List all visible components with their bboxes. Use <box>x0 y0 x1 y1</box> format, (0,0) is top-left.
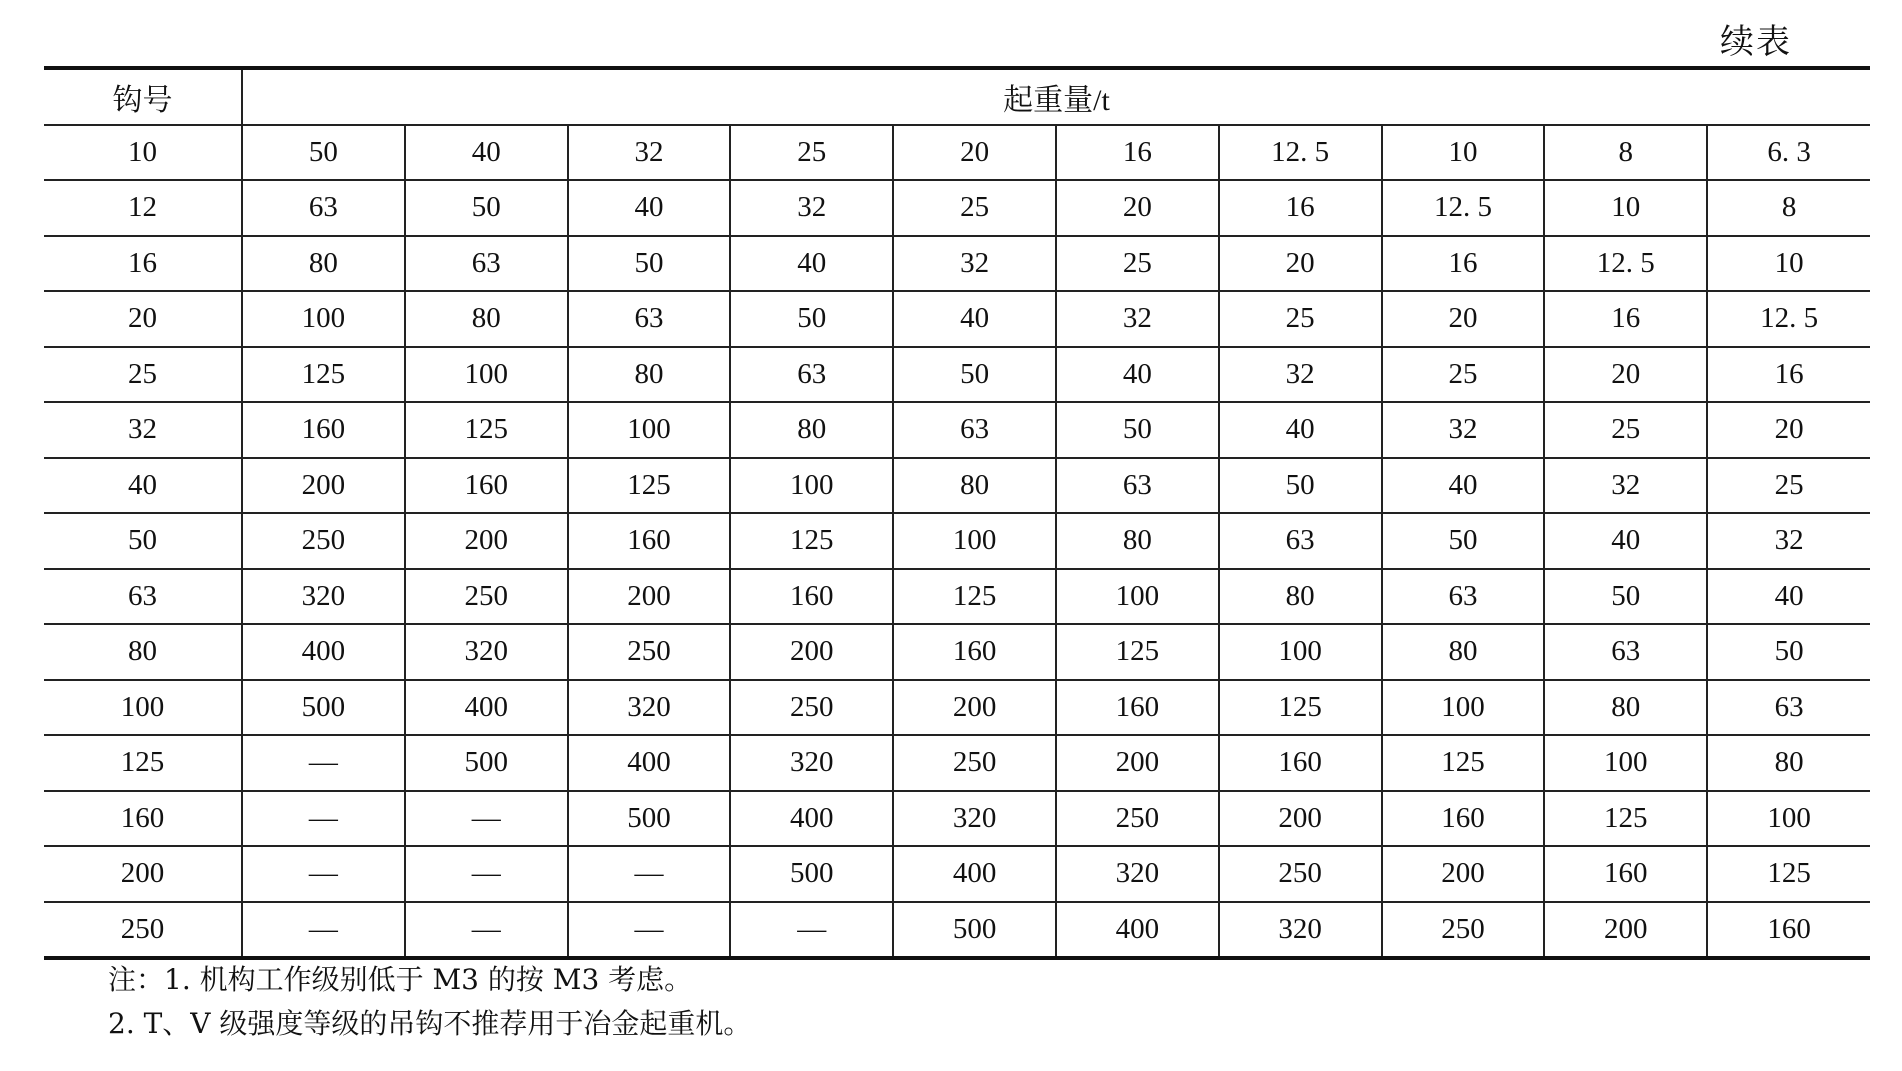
capacity-cell: 100 <box>1707 791 1870 847</box>
capacity-cell: 25 <box>1056 236 1219 292</box>
capacity-cell: 125 <box>730 513 893 569</box>
capacity-cell: 100 <box>1544 735 1707 791</box>
capacity-cell: 40 <box>1382 458 1545 514</box>
capacity-cell: 250 <box>893 735 1056 791</box>
capacity-cell: 63 <box>242 180 405 236</box>
hook-number-cell: 25 <box>44 347 242 403</box>
capacity-cell: 40 <box>1707 569 1870 625</box>
capacity-cell: 80 <box>1219 569 1382 625</box>
capacity-cell: 50 <box>1382 513 1545 569</box>
table-row <box>44 236 1870 292</box>
capacity-cell: 63 <box>1056 458 1219 514</box>
capacity-cell: 40 <box>730 236 893 292</box>
capacity-cell: 32 <box>1219 347 1382 403</box>
capacity-cell: 100 <box>893 513 1056 569</box>
capacity-cell: 25 <box>1707 458 1870 514</box>
capacity-cell: 63 <box>1544 624 1707 680</box>
capacity-cell: 32 <box>568 125 731 181</box>
capacity-cell: 200 <box>1219 791 1382 847</box>
hook-number-cell: 32 <box>44 402 242 458</box>
table-row <box>44 846 1870 902</box>
capacity-cell: — <box>568 902 731 959</box>
capacity-cell: 16 <box>1219 180 1382 236</box>
capacity-cell: 500 <box>893 902 1056 959</box>
table-header-row <box>44 68 1870 125</box>
capacity-cell: 125 <box>1707 846 1870 902</box>
capacity-cell: 100 <box>242 291 405 347</box>
capacity-cell: 500 <box>405 735 568 791</box>
capacity-cell: 50 <box>405 180 568 236</box>
capacity-cell: 250 <box>405 569 568 625</box>
capacity-cell: 160 <box>568 513 731 569</box>
table-row <box>44 680 1870 736</box>
capacity-cell: 80 <box>242 236 405 292</box>
capacity-cell: 500 <box>568 791 731 847</box>
hook-number-cell: 63 <box>44 569 242 625</box>
capacity-cell: 80 <box>1056 513 1219 569</box>
capacity-cell: 200 <box>893 680 1056 736</box>
capacity-cell: 160 <box>1219 735 1382 791</box>
capacity-cell: 12. 5 <box>1382 180 1545 236</box>
capacity-cell: 400 <box>893 846 1056 902</box>
hook-capacity-table <box>44 66 1870 960</box>
capacity-cell: 63 <box>1219 513 1382 569</box>
capacity-cell: 25 <box>1219 291 1382 347</box>
capacity-cell: 160 <box>730 569 893 625</box>
capacity-cell: 320 <box>893 791 1056 847</box>
capacity-cell: 200 <box>242 458 405 514</box>
capacity-cell: — <box>405 902 568 959</box>
capacity-cell: 10 <box>1544 180 1707 236</box>
note-line-2: 2. T、V 级强度等级的吊钩不推荐用于冶金起重机。 <box>108 1007 752 1040</box>
hook-number-cell: 20 <box>44 291 242 347</box>
table-row <box>44 735 1870 791</box>
capacity-cell: 40 <box>1219 402 1382 458</box>
capacity-cell: 50 <box>1219 458 1382 514</box>
capacity-cell: 63 <box>1707 680 1870 736</box>
capacity-cell: 400 <box>242 624 405 680</box>
capacity-cell: 200 <box>405 513 568 569</box>
capacity-cell: 320 <box>730 735 893 791</box>
hook-number-cell: 250 <box>44 902 242 959</box>
capacity-cell: 320 <box>568 680 731 736</box>
capacity-cell: — <box>242 735 405 791</box>
capacity-cell: 200 <box>1382 846 1545 902</box>
hook-number-cell: 200 <box>44 846 242 902</box>
capacity-cell: 200 <box>568 569 731 625</box>
hook-number-cell: 16 <box>44 236 242 292</box>
capacity-cell: 16 <box>1056 125 1219 181</box>
hook-number-cell: 40 <box>44 458 242 514</box>
hook-number-cell: 160 <box>44 791 242 847</box>
capacity-cell: 500 <box>730 846 893 902</box>
capacity-cell: 20 <box>893 125 1056 181</box>
capacity-cell: 20 <box>1707 402 1870 458</box>
capacity-cell: 80 <box>405 291 568 347</box>
table-row <box>44 458 1870 514</box>
capacity-cell: 250 <box>1056 791 1219 847</box>
capacity-cell: 250 <box>730 680 893 736</box>
capacity-cell: 100 <box>1219 624 1382 680</box>
capacity-cell: 320 <box>405 624 568 680</box>
capacity-cell: 25 <box>1544 402 1707 458</box>
capacity-cell: 160 <box>405 458 568 514</box>
capacity-cell: 12. 5 <box>1219 125 1382 181</box>
capacity-cell: 50 <box>1707 624 1870 680</box>
capacity-cell: 6. 3 <box>1707 125 1870 181</box>
capacity-cell: 80 <box>893 458 1056 514</box>
capacity-cell: 125 <box>242 347 405 403</box>
capacity-cell: 250 <box>1219 846 1382 902</box>
capacity-cell: 25 <box>730 125 893 181</box>
table-row <box>44 291 1870 347</box>
capacity-cell: 50 <box>730 291 893 347</box>
capacity-cell: 100 <box>1382 680 1545 736</box>
table-row <box>44 902 1870 959</box>
table-row <box>44 513 1870 569</box>
capacity-cell: 80 <box>730 402 893 458</box>
table-row <box>44 125 1870 181</box>
capacity-cell: 320 <box>1056 846 1219 902</box>
capacity-cell: — <box>730 902 893 959</box>
capacity-cell: 50 <box>1544 569 1707 625</box>
capacity-cell: 125 <box>1219 680 1382 736</box>
header-lifting-capacity: 起重量/t <box>242 68 1870 125</box>
capacity-cell: 20 <box>1544 347 1707 403</box>
capacity-cell: 32 <box>1544 458 1707 514</box>
capacity-cell: 63 <box>405 236 568 292</box>
capacity-cell: 250 <box>568 624 731 680</box>
capacity-cell: 500 <box>242 680 405 736</box>
capacity-cell: 100 <box>568 402 731 458</box>
capacity-cell: 100 <box>1056 569 1219 625</box>
capacity-cell: 25 <box>1382 347 1545 403</box>
capacity-cell: 125 <box>1382 735 1545 791</box>
hook-number-cell: 10 <box>44 125 242 181</box>
capacity-cell: 100 <box>730 458 893 514</box>
capacity-cell: 32 <box>1382 402 1545 458</box>
capacity-cell: 400 <box>730 791 893 847</box>
capacity-cell: — <box>242 846 405 902</box>
capacity-cell: 125 <box>893 569 1056 625</box>
capacity-cell: 40 <box>568 180 731 236</box>
table-row <box>44 569 1870 625</box>
header-hook-number: 钩号 <box>112 83 173 117</box>
capacity-cell: 20 <box>1219 236 1382 292</box>
capacity-cell: 32 <box>1056 291 1219 347</box>
capacity-cell: 16 <box>1544 291 1707 347</box>
capacity-cell: 50 <box>893 347 1056 403</box>
capacity-cell: — <box>242 791 405 847</box>
capacity-cell: 10 <box>1382 125 1545 181</box>
table-notes <box>108 958 751 1046</box>
capacity-cell: 80 <box>1382 624 1545 680</box>
table-row <box>44 180 1870 236</box>
capacity-cell: 8 <box>1707 180 1870 236</box>
capacity-cell: — <box>405 791 568 847</box>
hook-number-cell: 80 <box>44 624 242 680</box>
capacity-cell: 100 <box>405 347 568 403</box>
capacity-cell: 20 <box>1382 291 1545 347</box>
capacity-cell: 200 <box>1056 735 1219 791</box>
capacity-cell: 12. 5 <box>1707 291 1870 347</box>
capacity-cell: 400 <box>405 680 568 736</box>
capacity-cell: 80 <box>568 347 731 403</box>
note-line-1: 注：1. 机构工作级别低于 M3 的按 M3 考虑。 <box>108 963 693 996</box>
hook-number-cell: 12 <box>44 180 242 236</box>
capacity-cell: 160 <box>893 624 1056 680</box>
capacity-cell: 125 <box>1056 624 1219 680</box>
capacity-cell: 50 <box>568 236 731 292</box>
capacity-cell: 32 <box>893 236 1056 292</box>
capacity-cell: — <box>405 846 568 902</box>
capacity-cell: 250 <box>1382 902 1545 959</box>
table-row <box>44 347 1870 403</box>
capacity-cell: 250 <box>242 513 405 569</box>
capacity-cell: 8 <box>1544 125 1707 181</box>
capacity-cell: 400 <box>1056 902 1219 959</box>
table-row <box>44 402 1870 458</box>
capacity-cell: 160 <box>1056 680 1219 736</box>
capacity-cell: 63 <box>730 347 893 403</box>
capacity-cell: 10 <box>1707 236 1870 292</box>
capacity-cell: 160 <box>1707 902 1870 959</box>
capacity-cell: 40 <box>1056 347 1219 403</box>
capacity-cell: 16 <box>1707 347 1870 403</box>
capacity-cell: 12. 5 <box>1544 236 1707 292</box>
capacity-cell: 125 <box>1544 791 1707 847</box>
capacity-cell: 125 <box>568 458 731 514</box>
capacity-cell: 320 <box>1219 902 1382 959</box>
capacity-cell: 200 <box>1544 902 1707 959</box>
table-row <box>44 624 1870 680</box>
capacity-cell: 40 <box>893 291 1056 347</box>
continued-label: 续表 <box>1720 22 1792 62</box>
capacity-cell: — <box>568 846 731 902</box>
capacity-cell: 25 <box>893 180 1056 236</box>
capacity-cell: 40 <box>1544 513 1707 569</box>
capacity-cell: 80 <box>1544 680 1707 736</box>
capacity-cell: 16 <box>1382 236 1545 292</box>
hook-number-cell: 50 <box>44 513 242 569</box>
capacity-cell: 160 <box>242 402 405 458</box>
capacity-cell: 32 <box>1707 513 1870 569</box>
capacity-cell: 63 <box>1382 569 1545 625</box>
hook-number-cell: 125 <box>44 735 242 791</box>
capacity-cell: 40 <box>405 125 568 181</box>
capacity-cell: — <box>242 902 405 959</box>
capacity-cell: 32 <box>730 180 893 236</box>
capacity-cell: 63 <box>893 402 1056 458</box>
capacity-cell: 400 <box>568 735 731 791</box>
capacity-cell: 200 <box>730 624 893 680</box>
capacity-cell: 320 <box>242 569 405 625</box>
capacity-cell: 50 <box>242 125 405 181</box>
capacity-cell: 160 <box>1382 791 1545 847</box>
capacity-cell: 160 <box>1544 846 1707 902</box>
capacity-cell: 50 <box>1056 402 1219 458</box>
capacity-cell: 20 <box>1056 180 1219 236</box>
table-body <box>44 125 1870 959</box>
capacity-cell: 80 <box>1707 735 1870 791</box>
capacity-cell: 63 <box>568 291 731 347</box>
hook-number-cell: 100 <box>44 680 242 736</box>
table-row <box>44 791 1870 847</box>
capacity-cell: 125 <box>405 402 568 458</box>
